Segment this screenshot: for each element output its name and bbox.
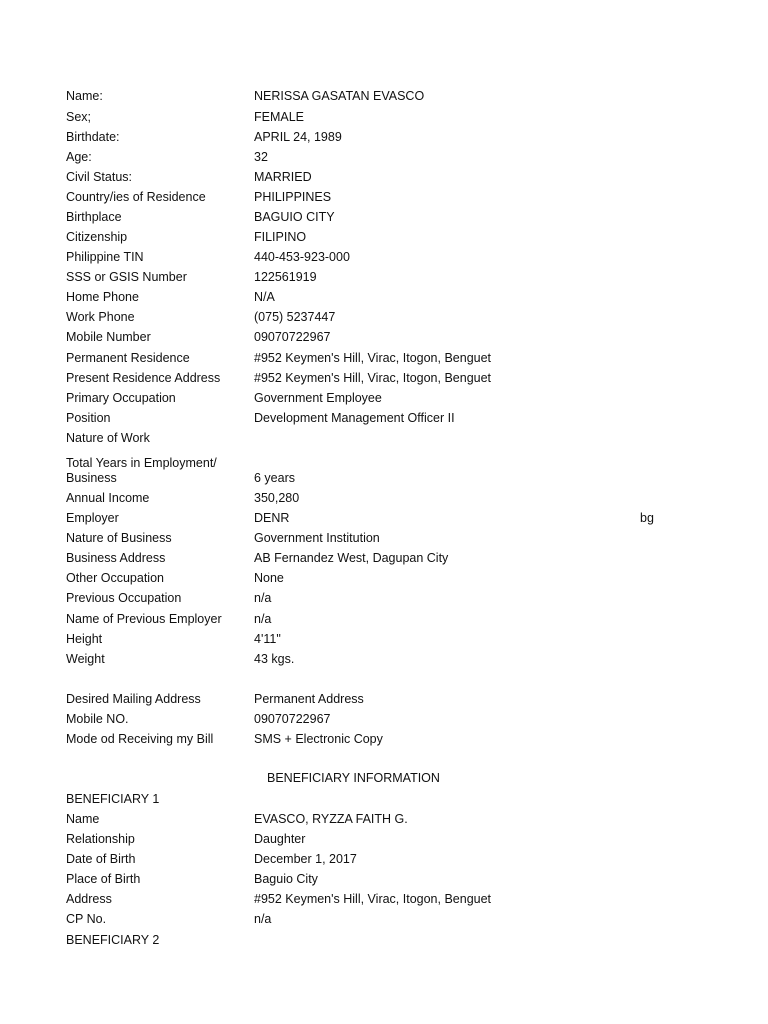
nature-of-work-label: Nature of Work [66,431,150,445]
tin-label: Philippine TIN [66,250,144,264]
home-phone-label: Home Phone [66,290,139,304]
sss-value: 122561919 [254,270,317,284]
sss-label: SSS or GSIS Number [66,270,187,284]
work-phone-value: (075) 5237447 [254,310,336,324]
home-phone-value: N/A [254,290,275,304]
billing-mobile-value: 09070722967 [254,712,331,726]
previous-employer-label: Name of Previous Employer [66,612,222,626]
mobile-value: 09070722967 [254,330,331,344]
years-employment-label-line1: Total Years in Employment/ [66,456,217,470]
years-employment-label-line2: Business [66,471,117,485]
birthdate-label: Birthdate: [66,130,120,144]
position-value: Development Management Officer II [254,411,455,425]
residence-country-label: Country/ies of Residence [66,190,206,204]
beneficiary-address-value: #952 Keymen's Hill, Virac, Itogon, Benguet [254,892,492,906]
beneficiary-dob-value: December 1, 2017 [254,852,357,866]
beneficiary-relationship-label: Relationship [66,832,135,846]
previous-occupation-label: Previous Occupation [66,591,182,605]
beneficiary-name-label: Name [66,812,100,826]
beneficiary-cp-value: n/a [254,912,272,926]
primary-occupation-value: Government Employee [254,391,382,405]
civil-status-label: Civil Status: [66,170,132,184]
height-value: 4'11" [254,632,281,646]
weight-label: Weight [66,652,105,666]
age-value: 32 [254,150,268,164]
employer-extra-note: bg [640,511,654,525]
mailing-address-value: Permanent Address [254,692,364,706]
billing-mode-value: SMS + Electronic Copy [254,732,383,746]
beneficiary-dob-label: Date of Birth [66,852,136,866]
other-occupation-label: Other Occupation [66,571,164,585]
previous-employer-value: n/a [254,612,272,626]
beneficiary-address-label: Address [66,892,112,906]
citizenship-value: FILIPINO [254,230,307,244]
other-occupation-value: None [254,571,284,585]
permanent-residence-label: Permanent Residence [66,351,190,365]
employer-label: Employer [66,511,119,525]
civil-status-value: MARRIED [254,170,312,184]
weight-value: 43 kgs. [254,652,295,666]
birthdate-value: APRIL 24, 1989 [254,130,342,144]
beneficiary-2-heading: BENEFICIARY 2 [66,933,160,947]
years-employment-value: 6 years [254,471,295,485]
citizenship-label: Citizenship [66,230,128,244]
previous-occupation-value: n/a [254,591,272,605]
birthplace-value: BAGUIO CITY [254,210,335,224]
beneficiary-relationship-value: Daughter [254,832,306,846]
birthplace-label: Birthplace [66,210,122,224]
sex-value: FEMALE [254,110,305,124]
beneficiary-pob-label: Place of Birth [66,872,141,886]
beneficiary-name-value: EVASCO, RYZZA FAITH G. [254,812,408,826]
height-label: Height [66,632,103,646]
position-label: Position [66,411,111,425]
business-address-label: Business Address [66,551,166,565]
present-residence-value: #952 Keymen's Hill, Virac, Itogon, Benguet [254,371,492,385]
business-address-value: AB Fernandez West, Dagupan City [254,551,449,565]
billing-mobile-label: Mobile NO. [66,712,129,726]
beneficiary-cp-label: CP No. [66,912,107,926]
primary-occupation-label: Primary Occupation [66,391,176,405]
mailing-address-label: Desired Mailing Address [66,692,201,706]
tin-value: 440-453-923-000 [254,250,350,264]
work-phone-label: Work Phone [66,310,135,324]
nature-of-business-label: Nature of Business [66,531,172,545]
permanent-residence-value: #952 Keymen's Hill, Virac, Itogon, Benguet [254,351,492,365]
annual-income-label: Annual Income [66,491,150,505]
beneficiary-1-heading: BENEFICIARY 1 [66,792,160,806]
sex-label: Sex; [66,110,92,124]
residence-country-value: PHILIPPINES [254,190,332,204]
name-label: Name: [66,89,103,103]
beneficiary-section-title: BENEFICIARY INFORMATION [267,771,440,785]
employer-value: DENR [254,511,290,525]
billing-mode-label: Mode od Receiving my Bill [66,732,214,746]
beneficiary-pob-value: Baguio City [254,872,318,886]
annual-income-value: 350,280 [254,491,300,505]
present-residence-label: Present Residence Address [66,371,221,385]
nature-of-business-value: Government Institution [254,531,380,545]
name-value: NERISSA GASATAN EVASCO [254,89,425,103]
mobile-label: Mobile Number [66,330,151,344]
age-label: Age: [66,150,92,164]
